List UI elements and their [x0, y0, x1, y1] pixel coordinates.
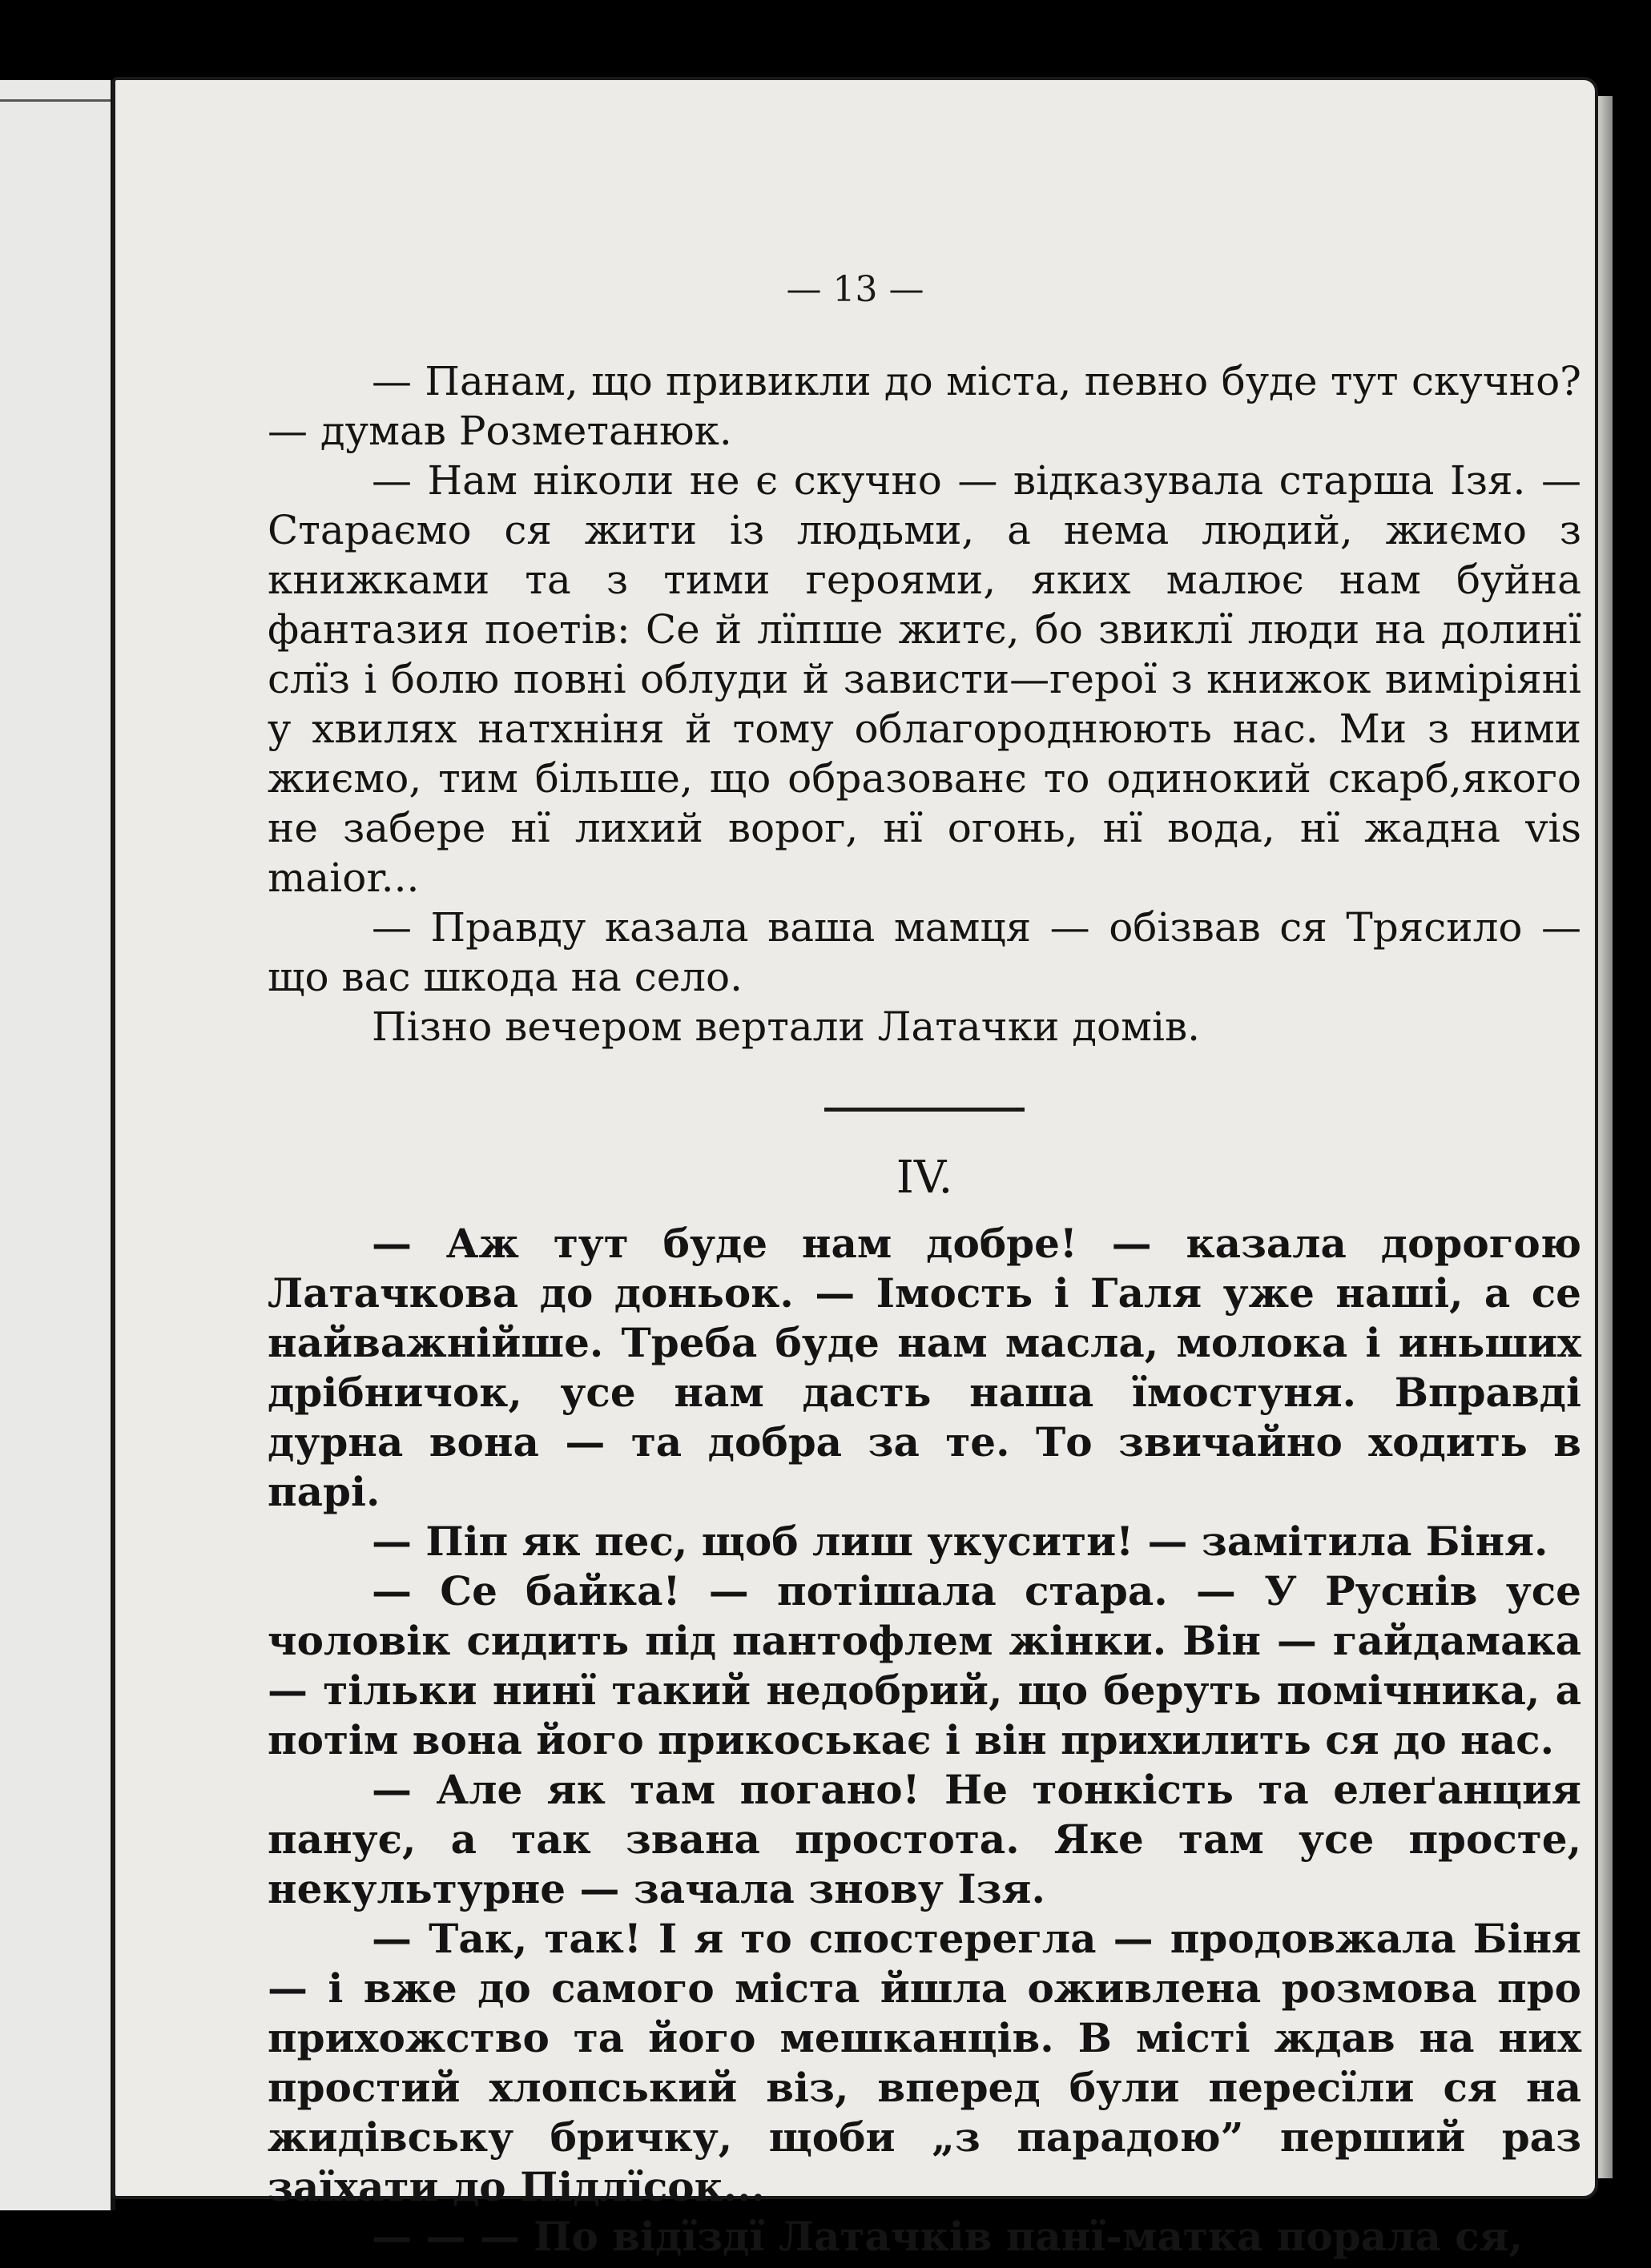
section-two — [268, 1219, 1581, 2262]
page-number: — 13 — — [786, 269, 924, 310]
paragraph: — Але як там погано! Не тонкість та елеґанция панує, а так звана простота. Яке там усе просте, некультурне — зачала знову Ізя. — [268, 1766, 1581, 1912]
left-page-rule — [0, 99, 111, 102]
chapter-heading: IV. — [896, 1152, 953, 1204]
left-page-edge — [0, 80, 115, 2210]
paragraph: — Нам ніколи не є скучно — відказувала старша Ізя. — Стараємо ся жити із людьми, а нема людий, жиємо з книжками та з тими героями, яких малює нам буйна фантазия поетів: Се й лїпше житє, бо звиклї люди на долинї слїз і болю повні облуди й зависти—герої з книжок виміріяні у хвилях натхніня й тому облагороднюють нас. Ми з ними жиємо, тим більше, що образованє то одинокий скарб,якого не забере нї лихий ворог, нї огонь, нї вода, нї жадна vis maior... — [268, 457, 1581, 901]
paragraph: — Піп як пес, щоб лиш укусити! — замітила Біня. — [372, 1518, 1548, 1565]
paragraph: — Правду казала ваша мамця — обізвав ся Трясило — що вас шкода на село. — [268, 904, 1581, 1000]
paragraph: — — — По відїздї Латачків панї-матка порала ся, — [372, 2213, 1523, 2260]
page-text — [268, 356, 1581, 2262]
book-page — [112, 77, 1598, 2260]
paragraph: — Так, так! І я то спостерегла — продовжала Біня— і вже до самого міста йшла оживлена розмова про прихожство та його мешканців. В місті ждав на них простий хлопський віз, вперед були пересїли ся на жидівську бричку, щоби „з парадою” перший раз заїхати до Підлїсок... — [268, 1915, 1581, 2210]
section-one — [268, 356, 1581, 1052]
section-divider — [824, 1108, 1025, 1112]
paragraph: — Аж тут буде нам добре! — казала дорогою Латачкова до доньок. — Імость і Галя уже наші, а се найважнійше. Треба буде нам масла, молока і иньших дрібничок, усе нам дасть наша їмостуня. Вправді дурна вона — та добра за те. То звичайно ходить в парі. — [268, 1220, 1581, 1515]
paragraph: Пізно вечером вертали Латачки домів. — [372, 1003, 1201, 1050]
page-edge-shadow — [1598, 96, 1613, 2178]
paragraph: — Се байка! — потішала стара. — У Руснів усе чоловік сидить під пантофлем жінки. Він — гайдамака — тільки нинї такий недобрий, що беруть помічника, а потім вона його прикоськає і він прихилить ся до нас. — [268, 1567, 1581, 1763]
paragraph: — Панам, що привикли до міста, певно буде тут скучно? — думав Розметанюк. — [268, 358, 1581, 454]
